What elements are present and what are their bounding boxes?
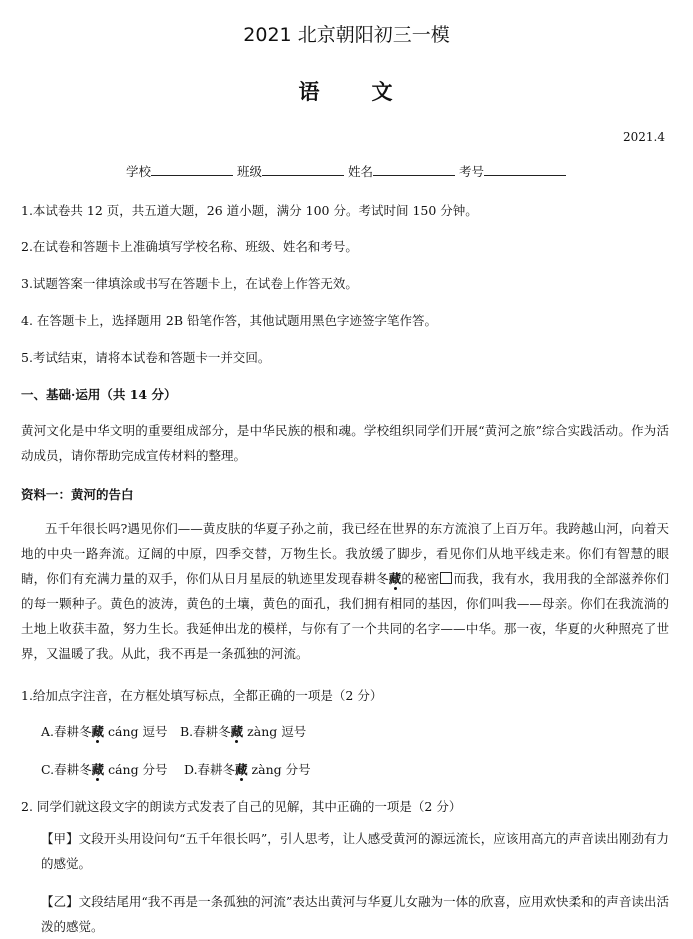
passage-text-3: 而我，我有水，我用我的全部滋养你们的每一颗种子。黄色的波涛，黄色的土壤，黄色的面孔，我们拥有相同的基因，你们叫我——母亲。你们在我流淌的土地上收获丰盈，努力生长。我延伸出龙的模样，与你有了一个共同的名字——中华。那一夜，华夏的火种照亮了世界，又温暖了我。从此，我不再是一条孤独的河流。 xyxy=(21,571,669,661)
instruction-1: 1.本试卷共 12 页，共五道大题，26 道小题，满分 100 分。考试时间 150 分钟。 xyxy=(21,203,478,218)
instruction-5: 5.考试结束，请将本试卷和答题卡一并交回。 xyxy=(21,350,271,365)
question-2-stem: 2. 同学们就这段文字的朗读方式发表了自己的见解，其中正确的一项是（2 分） xyxy=(21,799,462,814)
question-2-item-yi: 【乙】文段结尾用“我不再是一条孤独的河流”表达出黄河与华夏儿女融为一体的欣喜，应用欢快柔和的声音读出活泼的感觉。 xyxy=(41,894,669,934)
exam-number-label: 考号 xyxy=(459,164,485,179)
dotted-char: 藏 xyxy=(388,571,402,586)
option-b: B.春耕冬藏 zàng 逗号 xyxy=(180,724,307,739)
school-label: 学校 xyxy=(126,164,152,179)
exam-title: 2021 北京朝阳初三一模 xyxy=(243,24,450,46)
exam-number-blank xyxy=(484,163,566,176)
class-blank xyxy=(262,163,344,176)
question-1-stem: 1.给加点字注音，在方框处填写标点，全都正确的一项是（2 分） xyxy=(21,688,383,703)
class-label: 班级 xyxy=(237,164,263,179)
instruction-3: 3.试题答案一律填涂或书写在答题卡上，在试卷上作答无效。 xyxy=(21,276,358,291)
question-2-item-jia: 【甲】文段开头用设问句“五千年很长吗”，引人思考，让人感受黄河的源远流长，应该用高亢的声音读出刚劲有力的感觉。 xyxy=(41,831,669,871)
exam-date: 2021.4 xyxy=(623,130,665,144)
passage xyxy=(21,516,669,666)
option-c: C.春耕冬藏 cáng 分号 xyxy=(41,762,168,777)
student-info-fields xyxy=(126,162,566,180)
subject-title xyxy=(0,76,693,106)
instruction-2: 2.在试卷和答题卡上准确填写学校名称、班级、姓名和考号。 xyxy=(21,239,358,254)
subject-char-2: 文 xyxy=(371,80,395,104)
punctuation-box xyxy=(440,572,452,584)
school-blank xyxy=(151,163,233,176)
option-d: D.春耕冬藏 zàng 分号 xyxy=(184,762,311,777)
passage-text-2: 的秘密 xyxy=(401,571,440,586)
section-heading: 一、基础·运用（共 14 分） xyxy=(21,387,177,402)
name-blank xyxy=(373,163,455,176)
passage-text-1: 五千年很长吗?遇见你们——黄皮肤的华夏子孙之前，我已经在世界的东方流浪了上百万年。我跨越山河，向着天地的中央一路奔流。辽阔的中原，四季交替，万物生长。我放缓了脚步，看见你们从地平线走来。你们有智慧的眼睛，你们有充满力量的双手，你们从日月星辰的轨迹里发现春耕冬 xyxy=(21,521,669,586)
instruction-4: 4. 在答题卡上，选择题用 2B 铅笔作答，其他试题用黑色字迹签字笔作答。 xyxy=(21,313,437,328)
option-a: A.春耕冬藏 cáng 逗号 xyxy=(41,724,168,739)
name-label: 姓名 xyxy=(348,164,374,179)
material-title: 资料一：黄河的告白 xyxy=(21,487,134,502)
section-intro: 黄河文化是中华文明的重要组成部分，是中华民族的根和魂。学校组织同学们开展“黄河之旅”综合实践活动。作为活动成员，请你帮助完成宣传材料的整理。 xyxy=(21,423,669,463)
subject-char-1: 语 xyxy=(298,80,322,104)
